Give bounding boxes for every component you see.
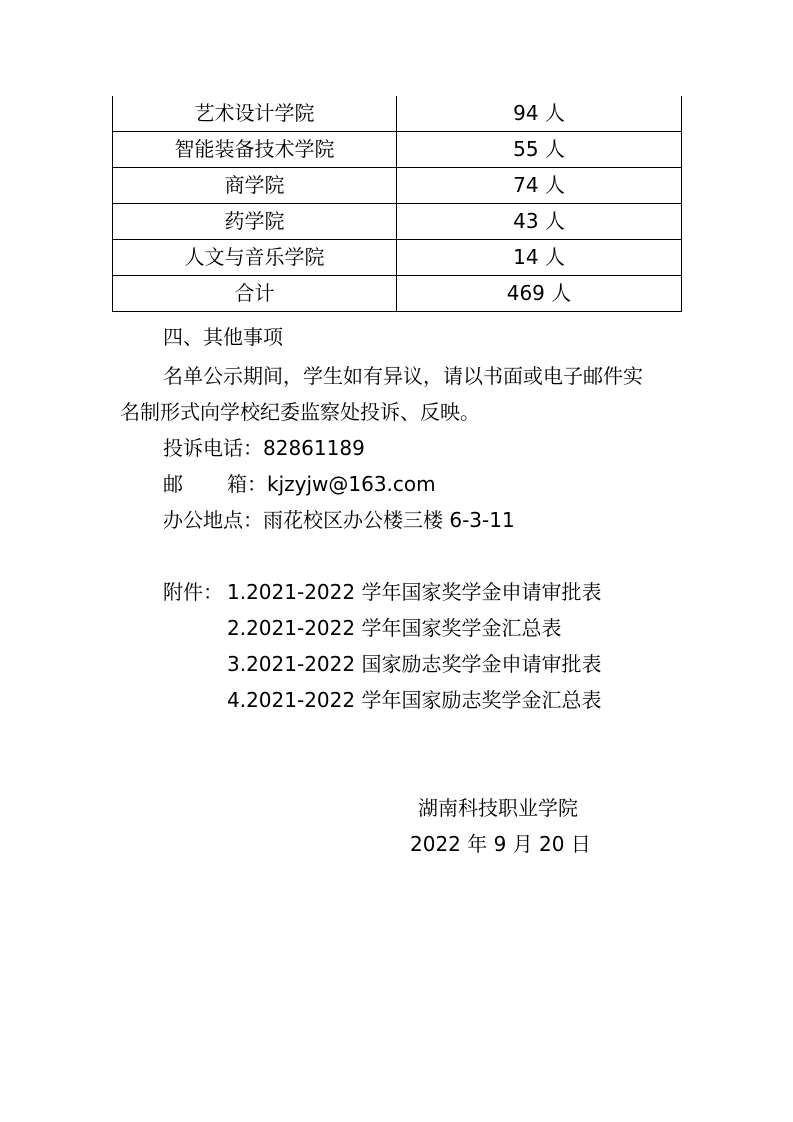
table-row bbox=[113, 96, 682, 132]
complaint-email: 箱：kjzyjw@163.com bbox=[227, 472, 436, 496]
count-cell: 55 人 bbox=[397, 132, 682, 168]
total-count-cell: 469 人 bbox=[397, 276, 682, 312]
total-label-cell: 合计 bbox=[113, 276, 397, 312]
email-label: 邮 bbox=[163, 472, 183, 496]
award-quota-table bbox=[112, 96, 682, 312]
table-row bbox=[113, 204, 682, 240]
attachments-label: 附件： bbox=[163, 580, 223, 604]
attachment-item: 2.2021-2022 学年国家奖学金汇总表 bbox=[227, 616, 562, 640]
college-cell: 艺术设计学院 bbox=[113, 96, 397, 132]
attachment-item: 1.2021-2022 学年国家奖学金申请审批表 bbox=[227, 580, 602, 604]
signature-organization: 湖南科技职业学院 bbox=[418, 796, 578, 820]
signature-date: 2022 年 9 月 20 日 bbox=[410, 832, 591, 856]
attachment-item: 3.2021-2022 国家励志奖学金申请审批表 bbox=[227, 652, 602, 676]
college-cell: 人文与音乐学院 bbox=[113, 240, 397, 276]
college-cell: 商学院 bbox=[113, 168, 397, 204]
count-cell: 94 人 bbox=[397, 96, 682, 132]
notice-paragraph-line1: 名单公示期间，学生如有异议，请以书面或电子邮件实 bbox=[163, 364, 643, 388]
table-row bbox=[113, 240, 682, 276]
section-heading: 四、其他事项 bbox=[163, 325, 283, 349]
complaint-phone: 投诉电话：82861189 bbox=[163, 436, 365, 460]
count-cell: 14 人 bbox=[397, 240, 682, 276]
college-cell: 智能装备技术学院 bbox=[113, 132, 397, 168]
college-cell: 药学院 bbox=[113, 204, 397, 240]
table-total-row bbox=[113, 276, 682, 312]
count-cell: 43 人 bbox=[397, 204, 682, 240]
attachment-item: 4.2021-2022 学年国家励志奖学金汇总表 bbox=[227, 688, 602, 712]
count-cell: 74 人 bbox=[397, 168, 682, 204]
notice-paragraph-line2: 名制形式向学校纪委监察处投诉、反映。 bbox=[120, 400, 480, 424]
office-address: 办公地点：雨花校区办公楼三楼 6-3-11 bbox=[163, 508, 515, 532]
table-row bbox=[113, 168, 682, 204]
table-row bbox=[113, 132, 682, 168]
